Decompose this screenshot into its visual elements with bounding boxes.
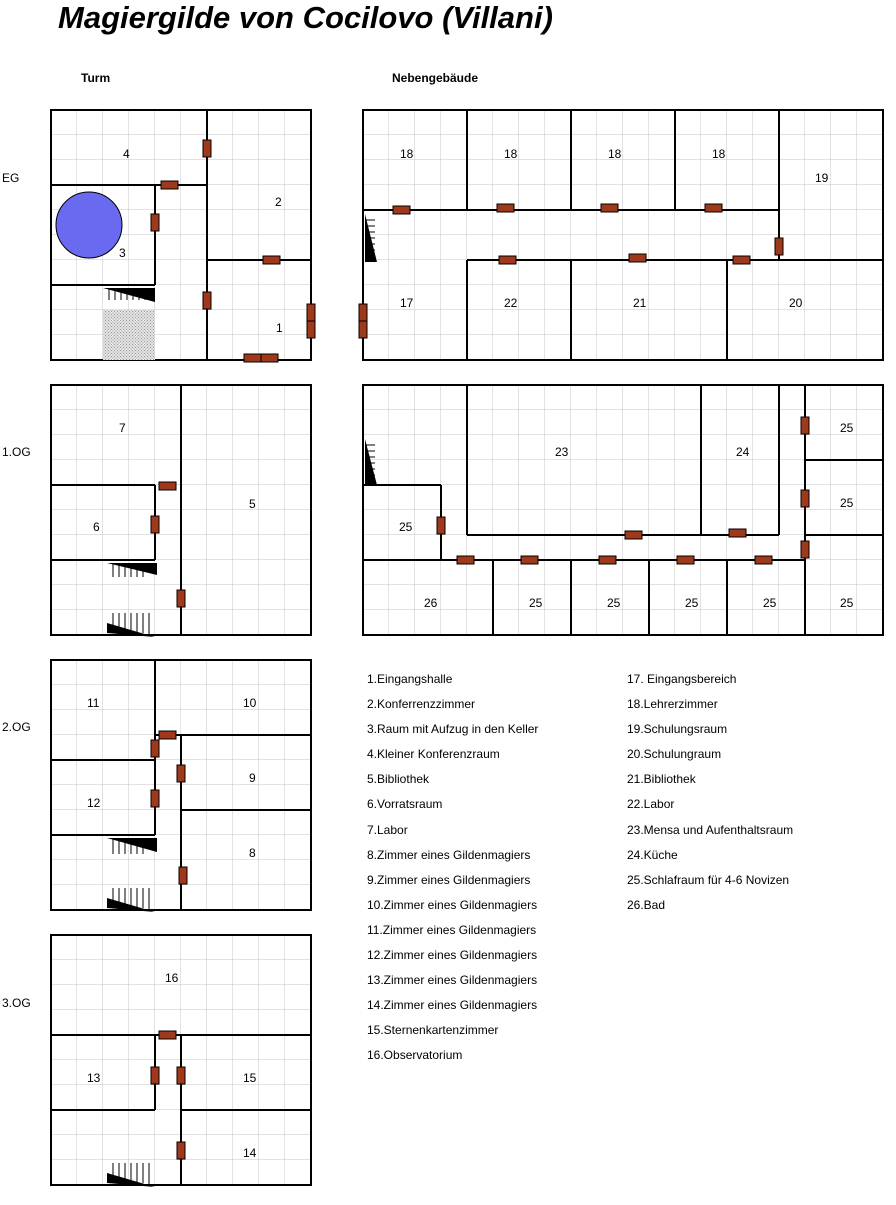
legend-item: 5.Bibliothek <box>367 772 430 787</box>
legend-item: 9.Zimmer eines Gildenmagiers <box>367 872 531 887</box>
door-icon <box>393 206 410 214</box>
legend-item: 16.Observatorium <box>367 1048 463 1063</box>
legend-item: 22.Labor <box>627 797 675 812</box>
legend-item: 21.Bibliothek <box>627 772 696 787</box>
door-icon <box>159 731 176 739</box>
door-icon <box>261 354 278 362</box>
door-icon <box>159 482 176 490</box>
legend-item: 18.Lehrerzimmer <box>627 697 718 712</box>
door-icon <box>177 1067 185 1084</box>
door-icon <box>601 204 618 212</box>
door-icon <box>801 490 809 507</box>
door-icon <box>499 256 516 264</box>
legend-item: 14.Zimmer eines Gildenmagiers <box>367 998 538 1013</box>
plan-eg-annex <box>359 110 883 360</box>
room-number: 18 <box>712 147 726 161</box>
page-title: Magiergilde von Cocilovo (Villani) <box>58 0 553 35</box>
plan-og1-annex <box>363 385 883 635</box>
legend-item: 4.Kleiner Konferenzraum <box>367 747 500 762</box>
door-icon <box>151 790 159 807</box>
room-number: 25 <box>607 596 621 610</box>
door-icon <box>307 304 315 321</box>
room-number: 23 <box>555 445 569 459</box>
door-icon <box>159 1031 176 1039</box>
room-number: 4 <box>123 147 130 161</box>
plan-eg-tower <box>51 110 315 362</box>
legend-item: 19.Schulungsraum <box>627 722 728 737</box>
door-icon <box>775 238 783 255</box>
door-icon <box>244 354 261 362</box>
legend-item: 25.Schlafraum für 4-6 Novizen <box>627 872 790 887</box>
door-icon <box>625 531 642 539</box>
door-icon <box>359 304 367 321</box>
room-number: 25 <box>685 596 699 610</box>
door-icon <box>755 556 772 564</box>
door-icon <box>705 204 722 212</box>
room-number: 2 <box>275 195 282 209</box>
annex-header: Nebengebäude <box>392 71 479 85</box>
tower-header: Turm <box>81 71 111 85</box>
legend-item: 2.Konferrenzzimmer <box>367 697 476 712</box>
legend-item: 3.Raum mit Aufzug in den Keller <box>367 722 539 737</box>
room-number: 1 <box>276 321 283 335</box>
door-icon <box>203 292 211 309</box>
door-icon <box>521 556 538 564</box>
legend-item: 1.Eingangshalle <box>367 672 453 686</box>
door-icon <box>497 204 514 212</box>
room-number: 5 <box>249 497 256 511</box>
room-number: 12 <box>87 796 101 810</box>
room-number: 25 <box>399 520 413 534</box>
room-number: 18 <box>400 147 414 161</box>
plan-og2-tower <box>51 660 311 912</box>
door-icon <box>599 556 616 564</box>
room-number: 8 <box>249 846 256 860</box>
door-icon <box>801 541 809 558</box>
door-icon <box>151 740 159 757</box>
legend-left <box>367 671 538 1073</box>
plan-og3-tower <box>51 935 311 1187</box>
legend-item: 12.Zimmer eines Gildenmagiers <box>367 948 538 963</box>
room-number: 25 <box>840 496 854 510</box>
plan-og1-tower <box>51 385 311 637</box>
floor-label-og1: 1.OG <box>2 445 31 459</box>
elevator-icon <box>56 192 122 258</box>
door-icon <box>629 254 646 262</box>
door-icon <box>203 140 211 157</box>
floor-label-og3: 3.OG <box>2 996 31 1010</box>
stairwell-shaft <box>103 310 155 360</box>
room-number: 25 <box>840 421 854 435</box>
legend-item: 24.Küche <box>627 847 678 862</box>
door-icon <box>177 765 185 782</box>
room-number: 11 <box>87 696 100 710</box>
room-number: 25 <box>840 596 854 610</box>
legend-item: 15.Sternenkartenzimmer <box>367 1023 499 1038</box>
door-icon <box>177 590 185 607</box>
door-icon <box>733 256 750 264</box>
room-number: 19 <box>815 171 829 185</box>
room-number: 18 <box>504 147 518 161</box>
door-icon <box>151 516 159 533</box>
room-number: 3 <box>119 246 126 260</box>
floor-label-og2: 2.OG <box>2 720 31 734</box>
room-number: 13 <box>87 1071 101 1085</box>
legend-item: 6.Vorratsraum <box>367 797 443 812</box>
room-number: 22 <box>504 296 518 310</box>
door-icon <box>263 256 280 264</box>
door-icon <box>677 556 694 564</box>
legend-item: 17. Eingangsbereich <box>627 672 737 686</box>
room-number: 14 <box>243 1146 257 1160</box>
legend-item: 13.Zimmer eines Gildenmagiers <box>367 973 538 988</box>
room-number: 25 <box>763 596 777 610</box>
legend-item: 23.Mensa und Aufenthaltsraum <box>627 822 794 837</box>
floor-label-eg: EG <box>2 171 20 185</box>
room-number: 26 <box>424 596 438 610</box>
door-icon <box>307 321 315 338</box>
door-icon <box>151 1067 159 1084</box>
legend-item: 26.Bad <box>627 897 666 912</box>
legend-right <box>627 671 793 922</box>
room-number: 24 <box>736 445 750 459</box>
room-number: 21 <box>633 296 647 310</box>
room-number: 17 <box>400 296 414 310</box>
door-icon <box>359 321 367 338</box>
room-number: 16 <box>165 971 179 985</box>
door-icon <box>161 181 178 189</box>
legend-item: 7.Labor <box>367 822 408 837</box>
room-number: 9 <box>249 771 256 785</box>
door-icon <box>151 214 159 231</box>
door-icon <box>179 867 187 884</box>
room-number: 18 <box>608 147 622 161</box>
legend-item: 8.Zimmer eines Gildenmagiers <box>367 847 531 862</box>
room-number: 20 <box>789 296 803 310</box>
room-number: 25 <box>529 596 543 610</box>
legend-item: 10.Zimmer eines Gildenmagiers <box>367 897 538 912</box>
door-icon <box>177 1142 185 1159</box>
door-icon <box>729 529 746 537</box>
legend-item: 11.Zimmer eines Gildenmagiers <box>367 922 537 937</box>
door-icon <box>457 556 474 564</box>
room-number: 10 <box>243 696 257 710</box>
room-number: 15 <box>243 1071 257 1085</box>
door-icon <box>801 417 809 434</box>
room-number: 6 <box>93 520 100 534</box>
legend-item: 20.Schulungraum <box>627 747 722 762</box>
room-number: 7 <box>119 421 126 435</box>
door-icon <box>437 517 445 534</box>
